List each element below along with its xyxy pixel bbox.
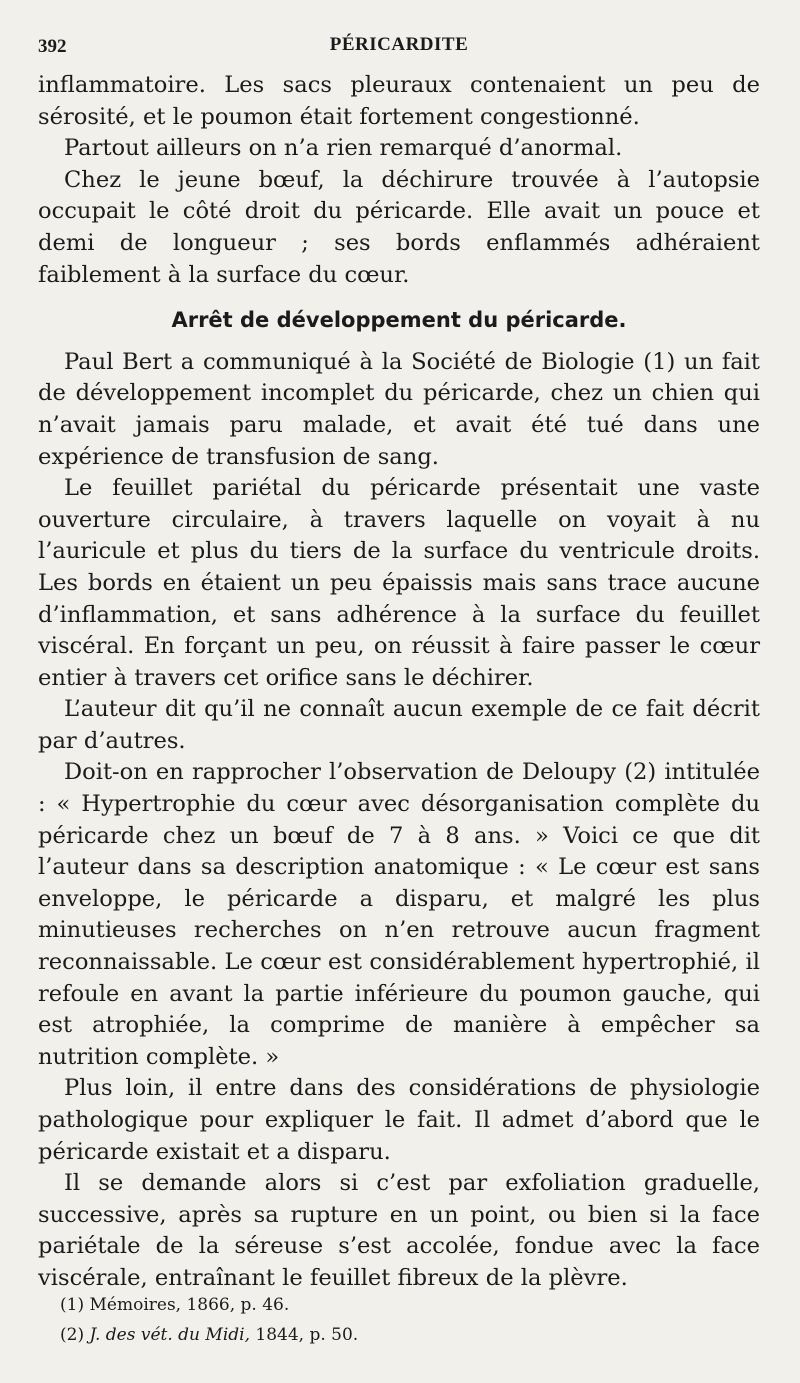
paragraph: Partout ailleurs on n’a rien remarqué d’anormal. xyxy=(64,135,623,162)
footnote-source: J. des vét. du Midi, xyxy=(89,1325,250,1345)
page-number: 392 xyxy=(38,36,67,57)
paragraph: inflammatoire. Les sacs pleuraux contenaient un peu de sérosité, et le poumon était fortement congestionné. xyxy=(38,72,760,130)
paragraph: Chez le jeune bœuf, la déchirure trouvée à l’autopsie occupait le côté droit du péricarde. Elle avait un pouce et demi de longueur ; ses bords enflammés adhéraient faiblement à la surface du cœur. xyxy=(38,166,760,288)
paragraph: L’auteur dit qu’il ne connaît aucun exemple de ce fait décrit par d’autres. xyxy=(38,696,760,754)
footnote-1 xyxy=(60,1290,760,1320)
running-head xyxy=(38,30,760,60)
footnote-marker: (1) xyxy=(60,1295,85,1315)
paragraph: Plus loin, il entre dans des considérations de physiologie pathologique pour expliquer le fait. Il admet d’abord que le péricarde existait et a disparu. xyxy=(38,1075,760,1165)
paragraph: Paul Bert a communiqué à la Société de Biologie (1) un fait de développement incomplet du péricarde, chez un chien qui n’avait jamais paru malade, et avait été tué dans une expérience de transfusion de sang. xyxy=(38,348,760,470)
footnote-marker: (2) xyxy=(60,1325,85,1345)
body-text xyxy=(38,70,760,1295)
paragraph: Le feuillet pariétal du péricarde présentait une vaste ouverture circulaire, à travers laquelle on voyait à nu l’auricule et plus du tiers de la surface du ventricule droits. Les bords en étaient un peu épaissis mais sans trace aucune d’inflammation, et sans adhérence à la surface du feuillet viscéral. En forçant un peu, on réussit à faire passer le cœur entier à travers cet orifice sans le déchirer. xyxy=(38,475,760,691)
footnotes xyxy=(60,1290,760,1350)
footnote-text: 1844, p. 50. xyxy=(255,1325,359,1345)
footnote-2 xyxy=(60,1320,760,1350)
paragraph: Doit-on en rapprocher l’observation de Deloupy (2) intitulée : « Hypertrophie du cœur avec désorganisation complète du péricarde chez un bœuf de 7 à 8 ans. » Voici ce que dit l’auteur dans sa description anatomique : « Le cœur est sans enveloppe, le péricarde a disparu, et malgré les plus minutieuses recherches on n’en retrouve aucun fragment reconnaissable. Le cœur est considérablement hypertrophié, il refoule en avant la partie inférieure du poumon gauche, qui est atrophiée, la comprime de manière à empêcher sa nutrition complète. » xyxy=(38,759,760,1070)
running-title: PÉRICARDITE xyxy=(329,34,469,55)
section-heading: Arrêt de développement du péricarde. xyxy=(171,308,627,333)
paragraph: Il se demande alors si c’est par exfoliation graduelle, successive, après sa rupture en un point, ou bien si la face pariétale de la séreuse s’est accolée, fondue avec la face viscérale, entraînant le feuillet fibreux de la plèvre. xyxy=(38,1170,760,1291)
footnote-text: Mémoires, 1866, p. 46. xyxy=(89,1295,290,1315)
